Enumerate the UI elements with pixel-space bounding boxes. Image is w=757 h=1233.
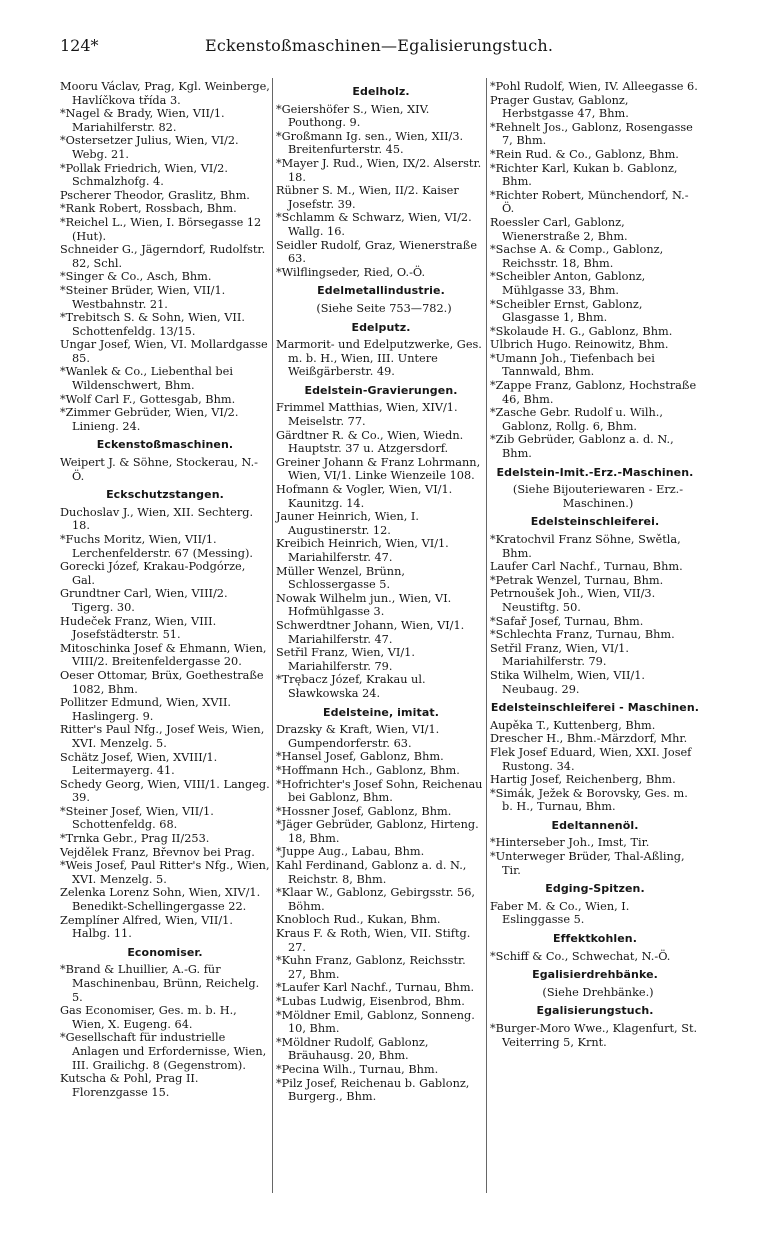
column-rule-right bbox=[486, 78, 487, 1193]
directory-entry: Hudeček Franz, Wien, VIII. Josefstädterstr. 51. bbox=[60, 614, 217, 642]
directory-entry: Laufer Carl Nachf., Turnau, Bhm. bbox=[490, 560, 683, 574]
section-heading: Edelstein-Imit.-Erz.-Maschinen. bbox=[496, 465, 694, 479]
directory-entry: Setřil Franz, Wien, VI/1. Mariahilferstr. 79. bbox=[276, 646, 415, 673]
directory-entry: Pollitzer Edmund, Wien, XVII. Haslingerg. 9. bbox=[60, 696, 231, 723]
directory-entry: *Burger-Moro Wwe., Klagenfurt, St. Veiterring 5, Krnt. bbox=[490, 1022, 698, 1049]
directory-entry: Faber M. & Co., Wien, I. Eslinggasse 5. bbox=[490, 899, 630, 927]
directory-entry: *Petrak Wenzel, Turnau, Bhm. bbox=[490, 573, 664, 587]
directory-entry: Rübner S. M., Wien, II/2. Kaiser Josefstr. 39. bbox=[276, 184, 459, 211]
directory-entry: Aupěka T., Kuttenberg, Bhm. bbox=[490, 718, 656, 732]
directory-entry: *Wilflingseder, Ried, O.-Ö. bbox=[276, 265, 426, 279]
directory-entry: Greiner Johann & Franz Lohrmann, Wien, VI/1. Linke Wienzeile 108. bbox=[276, 455, 481, 483]
directory-entry: *Rein Rud. & Co., Gablonz, Bhm. bbox=[490, 147, 679, 161]
directory-entry: Pscherer Theodor, Graslitz, Bhm. bbox=[60, 188, 250, 202]
directory-entry: *Großmann Ig. sen., Wien, XII/3. Breitenfurterstr. 45. bbox=[276, 129, 464, 157]
directory-entry: *Möldner Rudolf, Gablonz, Bräuhausg. 20, Bhm. bbox=[276, 1035, 429, 1063]
directory-entry: Zemplíner Alfred, Wien, VII/1. Halbg. 11. bbox=[60, 913, 233, 941]
directory-entry: Schedy Georg, Wien, VIII/1. Langeg. 39. bbox=[60, 777, 270, 805]
directory-entry: Ulbrich Hugo. Reinowitz, Bhm. bbox=[490, 338, 669, 352]
section-heading: Edelsteine, imitat. bbox=[323, 705, 439, 719]
directory-entry: Mooru Václav, Prag, Kgl. Weinberge, Havlíčkova třída 3. bbox=[60, 80, 270, 107]
directory-entry: *Nagel & Brady, Wien, VII/1. Mariahilferstr. 82. bbox=[60, 107, 225, 134]
directory-entry: *Hoffmann Hch., Gablonz, Bhm. bbox=[276, 763, 460, 777]
directory-entry: Gärdtner R. & Co., Wien, Wiedn. Hauptstr. 37 u. Atzgersdorf. bbox=[276, 428, 464, 456]
directory-entry: Kreibich Heinrich, Wien, VI/1. Mariahilferstr. 47. bbox=[276, 537, 449, 564]
section-heading: Edelstein-Gravierungen. bbox=[304, 383, 458, 397]
directory-entry: *Hossner Josef, Gablonz, Bhm. bbox=[276, 804, 452, 818]
section-heading: Edelholz. bbox=[352, 85, 410, 98]
column-middle bbox=[276, 80, 486, 1104]
section-heading: Edging-Spitzen. bbox=[545, 882, 645, 896]
directory-entry: *Sachse A. & Comp., Gablonz, Reichsstr. 18, Bhm. bbox=[490, 243, 664, 270]
directory-entry: *Zasche Gebr. Rudolf u. Wilh., Gablonz, Rollg. 6, Bhm. bbox=[490, 406, 663, 433]
directory-entry: Müller Wenzel, Brünn, Schlossergasse 5. bbox=[276, 564, 405, 592]
directory-entry: *Weis Josef, Paul Ritter's Nfg., Wien, XVI. Menzelg. 5. bbox=[60, 859, 270, 886]
directory-entry: *Hansel Josef, Gablonz, Bhm. bbox=[276, 750, 444, 764]
directory-entry: Hofmann & Vogler, Wien, VI/1. Kaunitzg. 14. bbox=[276, 483, 453, 510]
directory-entry: Knobloch Rud., Kukan, Bhm. bbox=[276, 913, 441, 927]
directory-entry: *Pohl Rudolf, Wien, IV. Alleegasse 6. bbox=[490, 80, 698, 93]
directory-entry: *Safař Josef, Turnau, Bhm. bbox=[490, 614, 644, 628]
directory-entry: *Schlamm & Schwarz, Wien, VI/2. Wallg. 16. bbox=[276, 211, 472, 238]
directory-entry: Weipert J. & Söhne, Stockerau, N.-Ö. bbox=[60, 456, 258, 483]
directory-entry: Kutscha & Pohl, Prag II. Florenzgasse 15. bbox=[60, 1072, 199, 1099]
column-rule-left bbox=[272, 78, 273, 1193]
directory-entry: Zelenka Lorenz Sohn, Wien, XIV/1. Benedikt-Schellingergasse 22. bbox=[60, 886, 261, 914]
directory-entry: *Fuchs Moritz, Wien, VII/1. Lerchenfelderstr. 67 (Messing). bbox=[60, 533, 253, 560]
section-heading: Egalisierdrehbänke. bbox=[532, 968, 658, 982]
directory-entry: Frimmel Matthias, Wien, XIV/1. Meiselstr. 77. bbox=[276, 401, 458, 429]
directory-entry: Oeser Ottomar, Brüx, Goethestraße 1082, Bhm. bbox=[60, 668, 264, 696]
directory-entry: *Trębacz Józef, Krakau ul. Sławkowska 24. bbox=[276, 673, 426, 700]
cross-reference-note: (Siehe Seite 753—782.) bbox=[316, 301, 452, 315]
section-heading: Edelsteinschleiferei - Maschinen. bbox=[490, 701, 700, 715]
directory-entry: Ritter's Paul Nfg., Josef Weis, Wien, XVI. Menzelg. 5. bbox=[60, 723, 265, 750]
directory-entry: *Hinterseber Joh., Imst, Tir. bbox=[490, 836, 650, 850]
directory-entry: *Ostersetzer Julius, Wien, VI/2. Webg. 21. bbox=[60, 134, 239, 161]
directory-entry: *Schlechta Franz, Turnau, Bhm. bbox=[490, 628, 675, 642]
directory-entry: *Richter Robert, Münchendorf, N.-Ö. bbox=[490, 188, 689, 216]
directory-entry: *Rank Robert, Rossbach, Bhm. bbox=[60, 202, 237, 216]
section-heading: Edelsteinschleiferei. bbox=[530, 515, 660, 529]
directory-entry: *Hofrichter's Josef Sohn, Reichenau bei Gablonz, Bhm. bbox=[276, 777, 483, 805]
directory-entry: *Steiner Brüder, Wien, VII/1. Westbahnstr. 21. bbox=[60, 283, 226, 311]
directory-entry: *Laufer Karl Nachf., Turnau, Bhm. bbox=[276, 981, 475, 995]
directory-entry: Hartig Josef, Reichenberg, Bhm. bbox=[490, 773, 676, 787]
directory-entry: *Pollak Friedrich, Wien, VI/2. Schmalzhofg. 4. bbox=[60, 161, 228, 189]
directory-entry: *Scheibler Anton, Gablonz, Mühlgasse 33, Bhm. bbox=[490, 270, 646, 297]
directory-entry: Setřil Franz, Wien, VI/1. Mariahilferstr. 79. bbox=[490, 641, 629, 669]
directory-entry: Marmorit- und Edelputzwerke, Ges. m. b. H., Wien, III. Untere Weißgärberstr. 49. bbox=[276, 338, 482, 379]
directory-entry: *Jäger Gebrüder, Gablonz, Hirteng. 18, Bhm. bbox=[276, 818, 479, 845]
directory-entry: Kahl Ferdinand, Gablonz a. d. N., Reichstr. 8, Bhm. bbox=[276, 859, 467, 886]
section-heading: Economiser. bbox=[127, 945, 203, 959]
directory-entry: *Trnka Gebr., Prag II/253. bbox=[60, 832, 210, 846]
directory-entry: *Zappe Franz, Gablonz, Hochstraße 46, Bhm. bbox=[490, 379, 697, 406]
directory-entry: *Zib Gebrüder, Gablonz a. d. N., Bhm. bbox=[490, 433, 674, 461]
cross-reference-note: (Siehe Drehbänke.) bbox=[542, 985, 654, 999]
section-heading: Edelputz. bbox=[351, 320, 411, 334]
directory-entry: Duchoslav J., Wien, XII. Sechterg. 18. bbox=[60, 505, 254, 533]
directory-entry: Flek Josef Eduard, Wien, XXI. Josef Rustong. 34. bbox=[490, 745, 692, 773]
directory-entry: Roessler Carl, Gablonz, Wienerstraße 2, Bhm. bbox=[490, 215, 628, 243]
directory-entry: *Kuhn Franz, Gablonz, Reichsstr. 27, Bhm. bbox=[276, 954, 466, 981]
directory-entry: Grundtner Carl, Wien, VIII/2. Tigerg. 30. bbox=[60, 587, 228, 614]
section-heading: Eckenstoßmaschinen. bbox=[96, 438, 234, 452]
section-heading: Effektkohlen. bbox=[552, 932, 638, 946]
directory-entry: *Zimmer Gebrüder, Wien, VI/2. Linieng. 24. bbox=[60, 406, 239, 433]
directory-entry: *Umann Joh., Tiefenbach bei Tannwald, Bhm. bbox=[490, 351, 655, 379]
directory-entry: Drazsky & Kraft, Wien, VI/1. Gumpendorferstr. 63. bbox=[276, 723, 440, 750]
directory-entry: *Richter Karl, Kukan b. Gablonz, Bhm. bbox=[490, 161, 678, 189]
page-header bbox=[60, 36, 706, 58]
section-heading: Eckschutzstangen. bbox=[106, 488, 224, 502]
directory-entry: Schätz Josef, Wien, XVIII/1. Leitermayerg. 41. bbox=[60, 750, 218, 778]
directory-entry: Prager Gustav, Gablonz, Herbstgasse 47, Bhm. bbox=[490, 93, 629, 121]
directory-entry: *Wolf Carl F., Gottesgab, Bhm. bbox=[60, 392, 236, 406]
section-heading: Edeltannenöl. bbox=[551, 818, 639, 832]
running-head: Eckenstoßmaschinen—Egalisierungstuch. bbox=[205, 36, 554, 55]
directory-entry: *Brand & Lhuillier, A.-G. für Maschinenbau, Brünn, Reichelg. 5. bbox=[60, 963, 260, 1004]
directory-entry: Schwerdtner Johann, Wien, VI/1. Mariahilferstr. 47. bbox=[276, 618, 465, 646]
directory-entry: Ungar Josef, Wien, VI. Mollardgasse 85. bbox=[60, 338, 268, 365]
directory-entry: *Pecina Wilh., Turnau, Bhm. bbox=[276, 1062, 439, 1076]
section-heading: Egalisierungstuch. bbox=[536, 1004, 654, 1018]
directory-entry: *Schiff & Co., Schwechat, N.-Ö. bbox=[490, 949, 671, 963]
directory-entry: *Lubas Ludwig, Eisenbrod, Bhm. bbox=[276, 995, 465, 1008]
directory-entry: *Unterweger Brüder, Thal-Aßling, Tir. bbox=[490, 850, 685, 877]
directory-entry: *Kratochvil Franz Söhne, Swětla, Bhm. bbox=[490, 533, 681, 560]
page-number: 124* bbox=[60, 36, 99, 55]
directory-entry: *Klaar W., Gablonz, Gebirgsstr. 56, Böhm. bbox=[276, 886, 476, 913]
directory-entry: *Mayer J. Rud., Wien, IX/2. Alserstr. 18. bbox=[276, 156, 482, 184]
directory-entry: Petrnoušek Joh., Wien, VII/3. Neustiftg. 50. bbox=[490, 587, 656, 614]
directory-entry: *Pilz Josef, Reichenau b. Gablonz, Burgerg., Bhm. bbox=[276, 1076, 470, 1104]
directory-entry: *Möldner Emil, Gablonz, Sonneng. 10, Bhm. bbox=[276, 1008, 475, 1036]
directory-entry: *Simák, Ježek & Borovsky, Ges. m. b. H., Turnau, Bhm. bbox=[490, 786, 688, 814]
directory-entry: Seidler Rudolf, Graz, Wienerstraße 63. bbox=[276, 238, 478, 266]
directory-entry: Kraus F. & Roth, Wien, VII. Stiftg. 27. bbox=[276, 927, 471, 954]
directory-entry: Gorecki Józef, Krakau-Podgórze, Gal. bbox=[60, 560, 246, 587]
directory-entry: *Steiner Josef, Wien, VII/1. Schottenfeldg. 68. bbox=[60, 804, 214, 832]
directory-entry: Nowak Wilhelm jun., Wien, VI. Hofmühlgasse 3. bbox=[276, 591, 452, 619]
directory-entry: *Scheibler Ernst, Gablonz, Glasgasse 1, Bhm. bbox=[490, 297, 643, 325]
section-heading: Edelmetallindustrie. bbox=[317, 284, 445, 298]
directory-entry: *Wanlek & Co., Liebenthal bei Wildenschwert, Bhm. bbox=[60, 365, 233, 393]
directory-entry: Drescher H., Bhm.-Märzdorf, Mhr. bbox=[490, 732, 688, 746]
column-right bbox=[490, 80, 700, 1049]
directory-entry: Mitoschinka Josef & Ehmann, Wien, VIII/2. Breitenfeldergasse 20. bbox=[60, 641, 267, 669]
directory-entry: *Juppe Aug., Labau, Bhm. bbox=[276, 845, 425, 859]
directory-entry: *Gesellschaft für industrielle Anlagen und Erfordernisse, Wien, III. Grailichg. 8 (Gegenstrom). bbox=[60, 1031, 267, 1072]
cross-reference-note: (Siehe Bijouteriewaren - Erz.-Maschinen.) bbox=[512, 483, 684, 510]
directory-entry: *Rehnelt Jos., Gablonz, Rosengasse 7, Bhm. bbox=[490, 120, 693, 148]
column-left bbox=[60, 80, 270, 1099]
directory-entry: Stika Wilhelm, Wien, VII/1. Neubaug. 29. bbox=[490, 668, 646, 696]
directory-entry: *Reichel L., Wien, I. Börsegasse 12 (Hut). bbox=[60, 215, 262, 243]
directory-entry: Jauner Heinrich, Wien, I. Augustinerstr. 12. bbox=[276, 510, 419, 537]
directory-entry: *Skolaude H. G., Gablonz, Bhm. bbox=[490, 324, 673, 338]
directory-entry: Schneider G., Jägerndorf, Rudolfstr. 82, Schl. bbox=[60, 243, 266, 270]
directory-entry: *Trebitsch S. & Sohn, Wien, VII. Schottenfeldg. 13/15. bbox=[60, 311, 245, 338]
directory-entry: Vejdělek Franz, Břevnov bei Prag. bbox=[60, 845, 255, 859]
directory-entry: *Geiershöfer S., Wien, XIV. Pouthong. 9. bbox=[276, 102, 430, 130]
directory-entry: Gas Economiser, Ges. m. b. H., Wien, X. Eugeng. 64. bbox=[60, 1004, 237, 1031]
directory-entry: *Singer & Co., Asch, Bhm. bbox=[60, 270, 212, 284]
